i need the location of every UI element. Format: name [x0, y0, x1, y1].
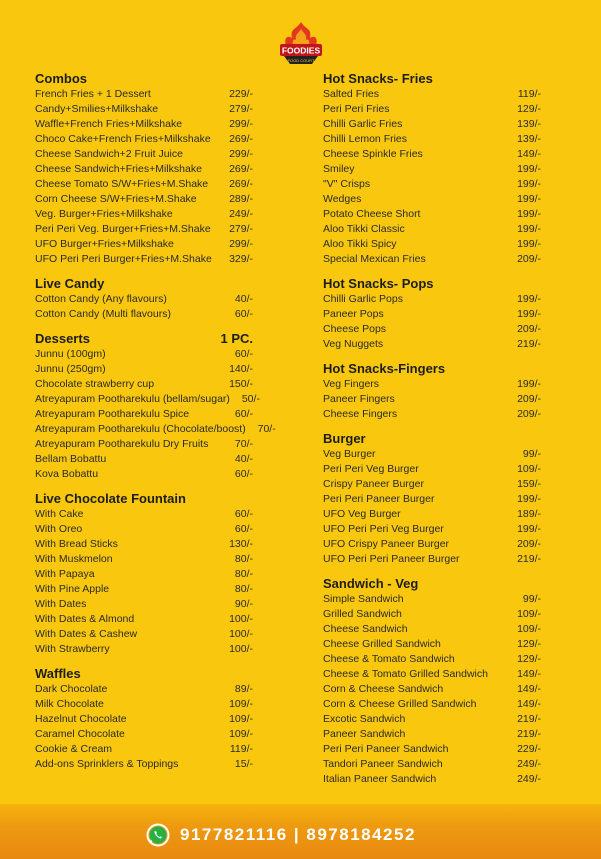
menu-item — [323, 742, 541, 757]
menu-section-sandwich-veg — [323, 575, 541, 787]
menu-item-price: 199/- — [517, 378, 541, 390]
menu-item-name: Simple Sandwich — [323, 593, 404, 605]
menu-item-price: 199/- — [517, 238, 541, 250]
menu-item — [323, 147, 541, 162]
menu-item-name: Aloo Tikki Spicy — [323, 238, 397, 250]
menu-item-name: Atreyapuram Pootharekulu (bellam/sugar) — [35, 393, 230, 405]
menu-item-price: 109/- — [517, 623, 541, 635]
menu-item-name: Wedges — [323, 193, 362, 205]
menu-item — [323, 607, 541, 622]
menu-item-price: 209/- — [517, 538, 541, 550]
menu-item — [323, 177, 541, 192]
section-title-text: Live Candy — [35, 276, 105, 291]
menu-item — [323, 192, 541, 207]
menu-item-name: Cheese Sandwich+Fries+Milkshake — [35, 163, 202, 175]
menu-item-price: 219/- — [517, 713, 541, 725]
menu-item — [323, 447, 541, 462]
menu-item — [35, 147, 253, 162]
menu-item-price: 140/- — [229, 363, 253, 375]
menu-item-name: Caramel Chocolate — [35, 728, 125, 740]
menu-item — [35, 252, 253, 267]
menu-item-price: 219/- — [517, 338, 541, 350]
menu-item — [323, 552, 541, 567]
menu-item-name: With Oreo — [35, 523, 83, 535]
menu-item-name: Veg Fingers — [323, 378, 380, 390]
menu-item-name: Grilled Sandwich — [323, 608, 402, 620]
menu-item-name: Tandori Paneer Sandwich — [323, 758, 443, 770]
menu-item-name: Excotic Sandwich — [323, 713, 406, 725]
menu-item-name: Peri Peri Fries — [323, 103, 390, 115]
section-title — [323, 430, 541, 447]
menu-item-price: 199/- — [517, 293, 541, 305]
menu-item-price: 189/- — [517, 508, 541, 520]
menu-item-price: 109/- — [517, 608, 541, 620]
menu-item — [323, 292, 541, 307]
menu-item — [323, 222, 541, 237]
contact-bar — [146, 822, 416, 848]
menu-item — [323, 322, 541, 337]
menu-item — [35, 642, 253, 657]
menu-item-name: Corn & Cheese Grilled Sandwich — [323, 698, 477, 710]
menu-item-price: 159/- — [517, 478, 541, 490]
menu-item-price: 199/- — [517, 163, 541, 175]
menu-item-name: With Dates & Almond — [35, 613, 135, 625]
menu-item-name: Corn & Cheese Sandwich — [323, 683, 444, 695]
section-title — [35, 665, 253, 682]
menu-item-name: Cotton Candy (Any flavours) — [35, 293, 167, 305]
menu-item-price: 15/- — [234, 758, 253, 770]
menu-item-price: 149/- — [517, 683, 541, 695]
menu-item — [35, 392, 260, 407]
menu-item-name: Milk Chocolate — [35, 698, 104, 710]
menu-item — [35, 712, 253, 727]
section-title-text: Burger — [323, 431, 366, 446]
section-title-text: Hot Snacks-Fingers — [323, 361, 446, 376]
menu-item-price: 130/- — [229, 538, 253, 550]
menu-item-name: Cheese Spinkle Fries — [323, 148, 423, 160]
menu-item — [35, 237, 253, 252]
menu-item — [323, 407, 541, 422]
menu-item — [323, 377, 541, 392]
menu-item-name: Crispy Paneer Burger — [323, 478, 424, 490]
menu-item-name: Junnu (100gm) — [35, 348, 106, 360]
menu-item — [35, 552, 253, 567]
menu-item-name: Dark Chocolate — [35, 683, 108, 695]
menu-item — [323, 462, 541, 477]
menu-item — [35, 192, 253, 207]
menu-item-price: 109/- — [517, 463, 541, 475]
section-title-text: Sandwich - Veg — [323, 576, 419, 591]
menu-item-price: 199/- — [517, 493, 541, 505]
menu-item-name: With Cake — [35, 508, 84, 520]
menu-item-price: 209/- — [517, 323, 541, 335]
menu-item-price: 229/- — [229, 88, 253, 100]
menu-item-price: 129/- — [517, 103, 541, 115]
section-title — [35, 330, 253, 347]
svg-text:FOOD COURT: FOOD COURT — [287, 58, 315, 63]
menu-item-name: Atreyapuram Pootharekulu Spice — [35, 408, 190, 420]
menu-item-name: Atreyapuram Pootharekulu (Chocolate/boost) — [35, 423, 246, 435]
menu-item-name: Veg Burger — [323, 448, 376, 460]
menu-item-price: 199/- — [517, 193, 541, 205]
menu-item — [323, 162, 541, 177]
menu-item-name: French Fries + 1 Dessert — [35, 88, 151, 100]
menu-item-name: Cheese Sandwich+2 Fruit Juice — [35, 148, 183, 160]
menu-item-name: Chilli Garlic Fries — [323, 118, 403, 130]
menu-item-price: 329/- — [229, 253, 253, 265]
menu-item-price: 150/- — [229, 378, 253, 390]
menu-item-price: 89/- — [234, 683, 253, 695]
menu-item — [35, 117, 253, 132]
menu-item-price: 149/- — [517, 148, 541, 160]
menu-item-price: 199/- — [517, 308, 541, 320]
menu-item-name: Peri Peri Veg Burger — [323, 463, 419, 475]
menu-item-name: Cotton Candy (Multi flavours) — [35, 308, 171, 320]
menu-item — [323, 132, 541, 147]
menu-item-name: Bellam Bobattu — [35, 453, 107, 465]
menu-item-price: 209/- — [517, 253, 541, 265]
menu-item-name: UFO Peri Peri Burger+Fries+M.Shake — [35, 253, 212, 265]
menu-item — [323, 637, 541, 652]
menu-item-price: 209/- — [517, 393, 541, 405]
menu-item-name: Paneer Pops — [323, 308, 384, 320]
menu-item — [35, 467, 253, 482]
section-title-text: Combos — [35, 71, 87, 86]
menu-item — [35, 597, 253, 612]
menu-item — [35, 612, 253, 627]
menu-item-name: Peri Peri Veg. Burger+Fries+M.Shake — [35, 223, 211, 235]
menu-item — [323, 507, 541, 522]
menu-item-name: Atreyapuram Pootharekulu Dry Fruits — [35, 438, 209, 450]
section-title — [323, 275, 541, 292]
menu-item — [35, 307, 253, 322]
menu-item-price: 299/- — [229, 118, 253, 130]
menu-item — [35, 727, 253, 742]
section-title-text: Hot Snacks- Fries — [323, 71, 433, 86]
menu-item — [323, 522, 541, 537]
menu-item-name: Cheese Grilled Sandwich — [323, 638, 441, 650]
menu-item — [323, 667, 541, 682]
section-title — [35, 275, 253, 292]
menu-item — [35, 102, 253, 117]
menu-item-price: 90/- — [234, 598, 253, 610]
menu-item-name: Kova Bobattu — [35, 468, 99, 480]
menu-item-name: Cookie & Cream — [35, 743, 113, 755]
menu-item-price: 70/- — [257, 423, 276, 435]
section-title — [35, 70, 253, 87]
menu-item — [323, 117, 541, 132]
menu-item — [35, 682, 253, 697]
menu-item — [35, 697, 253, 712]
menu-item — [323, 682, 541, 697]
section-title-text: Hot Snacks- Pops — [323, 276, 434, 291]
menu-item-price: 249/- — [517, 758, 541, 770]
menu-item-price: 70/- — [234, 438, 253, 450]
menu-item — [323, 697, 541, 712]
menu-section-live-candy — [35, 275, 253, 322]
menu-item-name: Choco Cake+French Fries+Milkshake — [35, 133, 211, 145]
menu-item-price: 299/- — [229, 238, 253, 250]
menu-section-desserts — [35, 330, 276, 482]
menu-item — [323, 87, 541, 102]
svg-text:FOODIES: FOODIES — [281, 45, 321, 56]
menu-item-price: 99/- — [522, 448, 541, 460]
menu-item — [35, 377, 253, 392]
menu-item — [35, 292, 253, 307]
menu-item-name: With Strawberry — [35, 643, 110, 655]
menu-item-name: Paneer Fingers — [323, 393, 395, 405]
menu-item — [323, 537, 541, 552]
section-title — [35, 490, 253, 507]
menu-item — [323, 652, 541, 667]
menu-item — [323, 772, 541, 787]
menu-section-combos — [35, 70, 253, 267]
menu-item-name: Chocolate strawberry cup — [35, 378, 155, 390]
menu-item-name: With Dates — [35, 598, 87, 610]
menu-item — [35, 347, 253, 362]
menu-item-price: 119/- — [229, 743, 253, 755]
menu-item — [323, 392, 541, 407]
menu-item-name: Smiley — [323, 163, 355, 175]
menu-item — [323, 252, 541, 267]
menu-item-price: 149/- — [517, 668, 541, 680]
menu-item-price: 80/- — [234, 568, 253, 580]
menu-item — [323, 757, 541, 772]
menu-item-name: Potato Cheese Short — [323, 208, 421, 220]
menu-item — [35, 162, 253, 177]
menu-item-price: 299/- — [229, 148, 253, 160]
menu-item-name: Cheese Tomato S/W+Fries+M.Shake — [35, 178, 209, 190]
menu-item-name: Chilli Garlic Pops — [323, 293, 403, 305]
menu-item-name: Veg Nuggets — [323, 338, 384, 350]
menu-item — [323, 477, 541, 492]
menu-item-name: With Muskmelon — [35, 553, 113, 565]
menu-item-name: Cheese & Tomato Sandwich — [323, 653, 455, 665]
menu-item — [35, 132, 253, 147]
menu-item-price: 60/- — [234, 508, 253, 520]
menu-item — [35, 207, 253, 222]
menu-item-name: "V" Crisps — [323, 178, 371, 190]
menu-item — [323, 592, 541, 607]
menu-item-name: Junnu (250gm) — [35, 363, 106, 375]
menu-section-burger — [323, 430, 541, 567]
menu-item-name: Cheese & Tomato Grilled Sandwich — [323, 668, 488, 680]
menu-item-price: 229/- — [517, 743, 541, 755]
menu-item-name: With Pine Apple — [35, 583, 110, 595]
menu-item-price: 50/- — [241, 393, 260, 405]
menu-item-price: 249/- — [229, 208, 253, 220]
menu-item-name: Salted Fries — [323, 88, 380, 100]
menu-item — [35, 567, 253, 582]
menu-item — [35, 627, 253, 642]
menu-item-price: 100/- — [229, 628, 253, 640]
section-title — [323, 360, 541, 377]
menu-item-price: 199/- — [517, 223, 541, 235]
menu-item-price: 269/- — [229, 178, 253, 190]
menu-item — [35, 537, 253, 552]
menu-item-name: Peri Peri Paneer Sandwich — [323, 743, 449, 755]
menu-column-right — [323, 68, 541, 795]
menu-item-price: 100/- — [229, 643, 253, 655]
menu-item-price: 119/- — [517, 88, 541, 100]
menu-item-price: 249/- — [517, 773, 541, 785]
menu-item — [323, 307, 541, 322]
menu-item-name: Chilli Lemon Fries — [323, 133, 408, 145]
menu-item-price: 279/- — [229, 223, 253, 235]
menu-item-price: 60/- — [234, 523, 253, 535]
menu-item — [323, 337, 541, 352]
menu-item-price: 279/- — [229, 103, 253, 115]
menu-section-live-chocolate-fountain — [35, 490, 253, 657]
menu-item-name: Waffle+French Fries+Milkshake — [35, 118, 183, 130]
menu-section-waffles — [35, 665, 253, 772]
menu-item-price: 40/- — [234, 293, 253, 305]
menu-item-price: 109/- — [229, 698, 253, 710]
section-unit: 1 PC. — [220, 331, 253, 346]
menu-item-price: 129/- — [517, 638, 541, 650]
menu-item — [35, 362, 253, 377]
section-title-text: Desserts — [35, 331, 90, 346]
menu-item-price: 269/- — [229, 133, 253, 145]
menu-item — [35, 177, 253, 192]
menu-item-name: Peri Peri Paneer Burger — [323, 493, 435, 505]
menu-item — [323, 102, 541, 117]
menu-item — [323, 727, 541, 742]
menu-item-price: 60/- — [234, 308, 253, 320]
menu-item-price: 129/- — [517, 653, 541, 665]
menu-column-left — [35, 68, 276, 780]
section-title — [323, 575, 541, 592]
contact-numbers: 9177821116 | 8978184252 — [180, 825, 416, 844]
menu-item-price: 100/- — [229, 613, 253, 625]
section-title-text: Waffles — [35, 666, 81, 681]
menu-item-price: 80/- — [234, 553, 253, 565]
menu-item-price: 139/- — [517, 133, 541, 145]
menu-item — [323, 492, 541, 507]
menu-item-name: Aloo Tikki Classic — [323, 223, 405, 235]
menu-item-name: Special Mexican Fries — [323, 253, 426, 265]
menu-item — [35, 407, 253, 422]
menu-item-name: Corn Cheese S/W+Fries+M.Shake — [35, 193, 197, 205]
menu-item-price: 269/- — [229, 163, 253, 175]
menu-item-name: Veg. Burger+Fries+Milkshake — [35, 208, 173, 220]
menu-item-price: 60/- — [234, 408, 253, 420]
menu-item-price: 199/- — [517, 178, 541, 190]
menu-item — [35, 452, 253, 467]
menu-item-name: UFO Peri Peri Paneer Burger — [323, 553, 460, 565]
menu-item-price: 199/- — [517, 523, 541, 535]
menu-item-price: 40/- — [234, 453, 253, 465]
menu-section-hot-snacks-pops — [323, 275, 541, 352]
menu-item-price: 99/- — [522, 593, 541, 605]
menu-item-price: 219/- — [517, 728, 541, 740]
menu-item-price: 109/- — [229, 713, 253, 725]
menu-item — [35, 582, 253, 597]
menu-item — [35, 742, 253, 757]
menu-item-price: 209/- — [517, 408, 541, 420]
menu-item-price: 289/- — [229, 193, 253, 205]
menu-item-price: 60/- — [234, 468, 253, 480]
menu-item — [323, 207, 541, 222]
menu-item — [323, 712, 541, 727]
menu-item — [323, 622, 541, 637]
foodies-logo — [276, 20, 326, 68]
menu-item-name: With Dates & Cashew — [35, 628, 138, 640]
whatsapp-icon — [146, 823, 170, 847]
menu-item — [35, 507, 253, 522]
menu-item-name: Hazelnut Chocolate — [35, 713, 127, 725]
menu-item-name: Italian Paneer Sandwich — [323, 773, 437, 785]
menu-item-name: Candy+Smilies+Milkshake — [35, 103, 159, 115]
menu-item-name: With Papaya — [35, 568, 95, 580]
menu-item-name: UFO Veg Burger — [323, 508, 401, 520]
menu-item-price: 139/- — [517, 118, 541, 130]
section-title-text: Live Chocolate Fountain — [35, 491, 186, 506]
menu-item-name: UFO Peri Peri Veg Burger — [323, 523, 444, 535]
menu-item — [35, 437, 253, 452]
menu-item-name: Paneer Sandwich — [323, 728, 406, 740]
menu-item — [35, 522, 253, 537]
menu-item-name: UFO Burger+Fries+Milkshake — [35, 238, 174, 250]
menu-item-price: 80/- — [234, 583, 253, 595]
menu-item — [35, 222, 253, 237]
menu-item-name: Cheese Sandwich — [323, 623, 408, 635]
menu-item-price: 109/- — [229, 728, 253, 740]
menu-section-hot-snacks-fries — [323, 70, 541, 267]
menu-item-price: 199/- — [517, 208, 541, 220]
menu-item — [35, 422, 276, 437]
menu-item-price: 219/- — [517, 553, 541, 565]
menu-section-hot-snacks-fingers — [323, 360, 541, 422]
menu-item — [35, 757, 253, 772]
menu-item-price: 149/- — [517, 698, 541, 710]
menu-item-name: Cheese Pops — [323, 323, 387, 335]
menu-item-name: With Bread Sticks — [35, 538, 118, 550]
menu-item-name: Cheese Fingers — [323, 408, 398, 420]
section-title — [323, 70, 541, 87]
menu-item-name: UFO Crispy Paneer Burger — [323, 538, 450, 550]
menu-item — [35, 87, 253, 102]
menu-item-price: 60/- — [234, 348, 253, 360]
menu-item-name: Add-ons Sprinklers & Toppings — [35, 758, 179, 770]
menu-item — [323, 237, 541, 252]
